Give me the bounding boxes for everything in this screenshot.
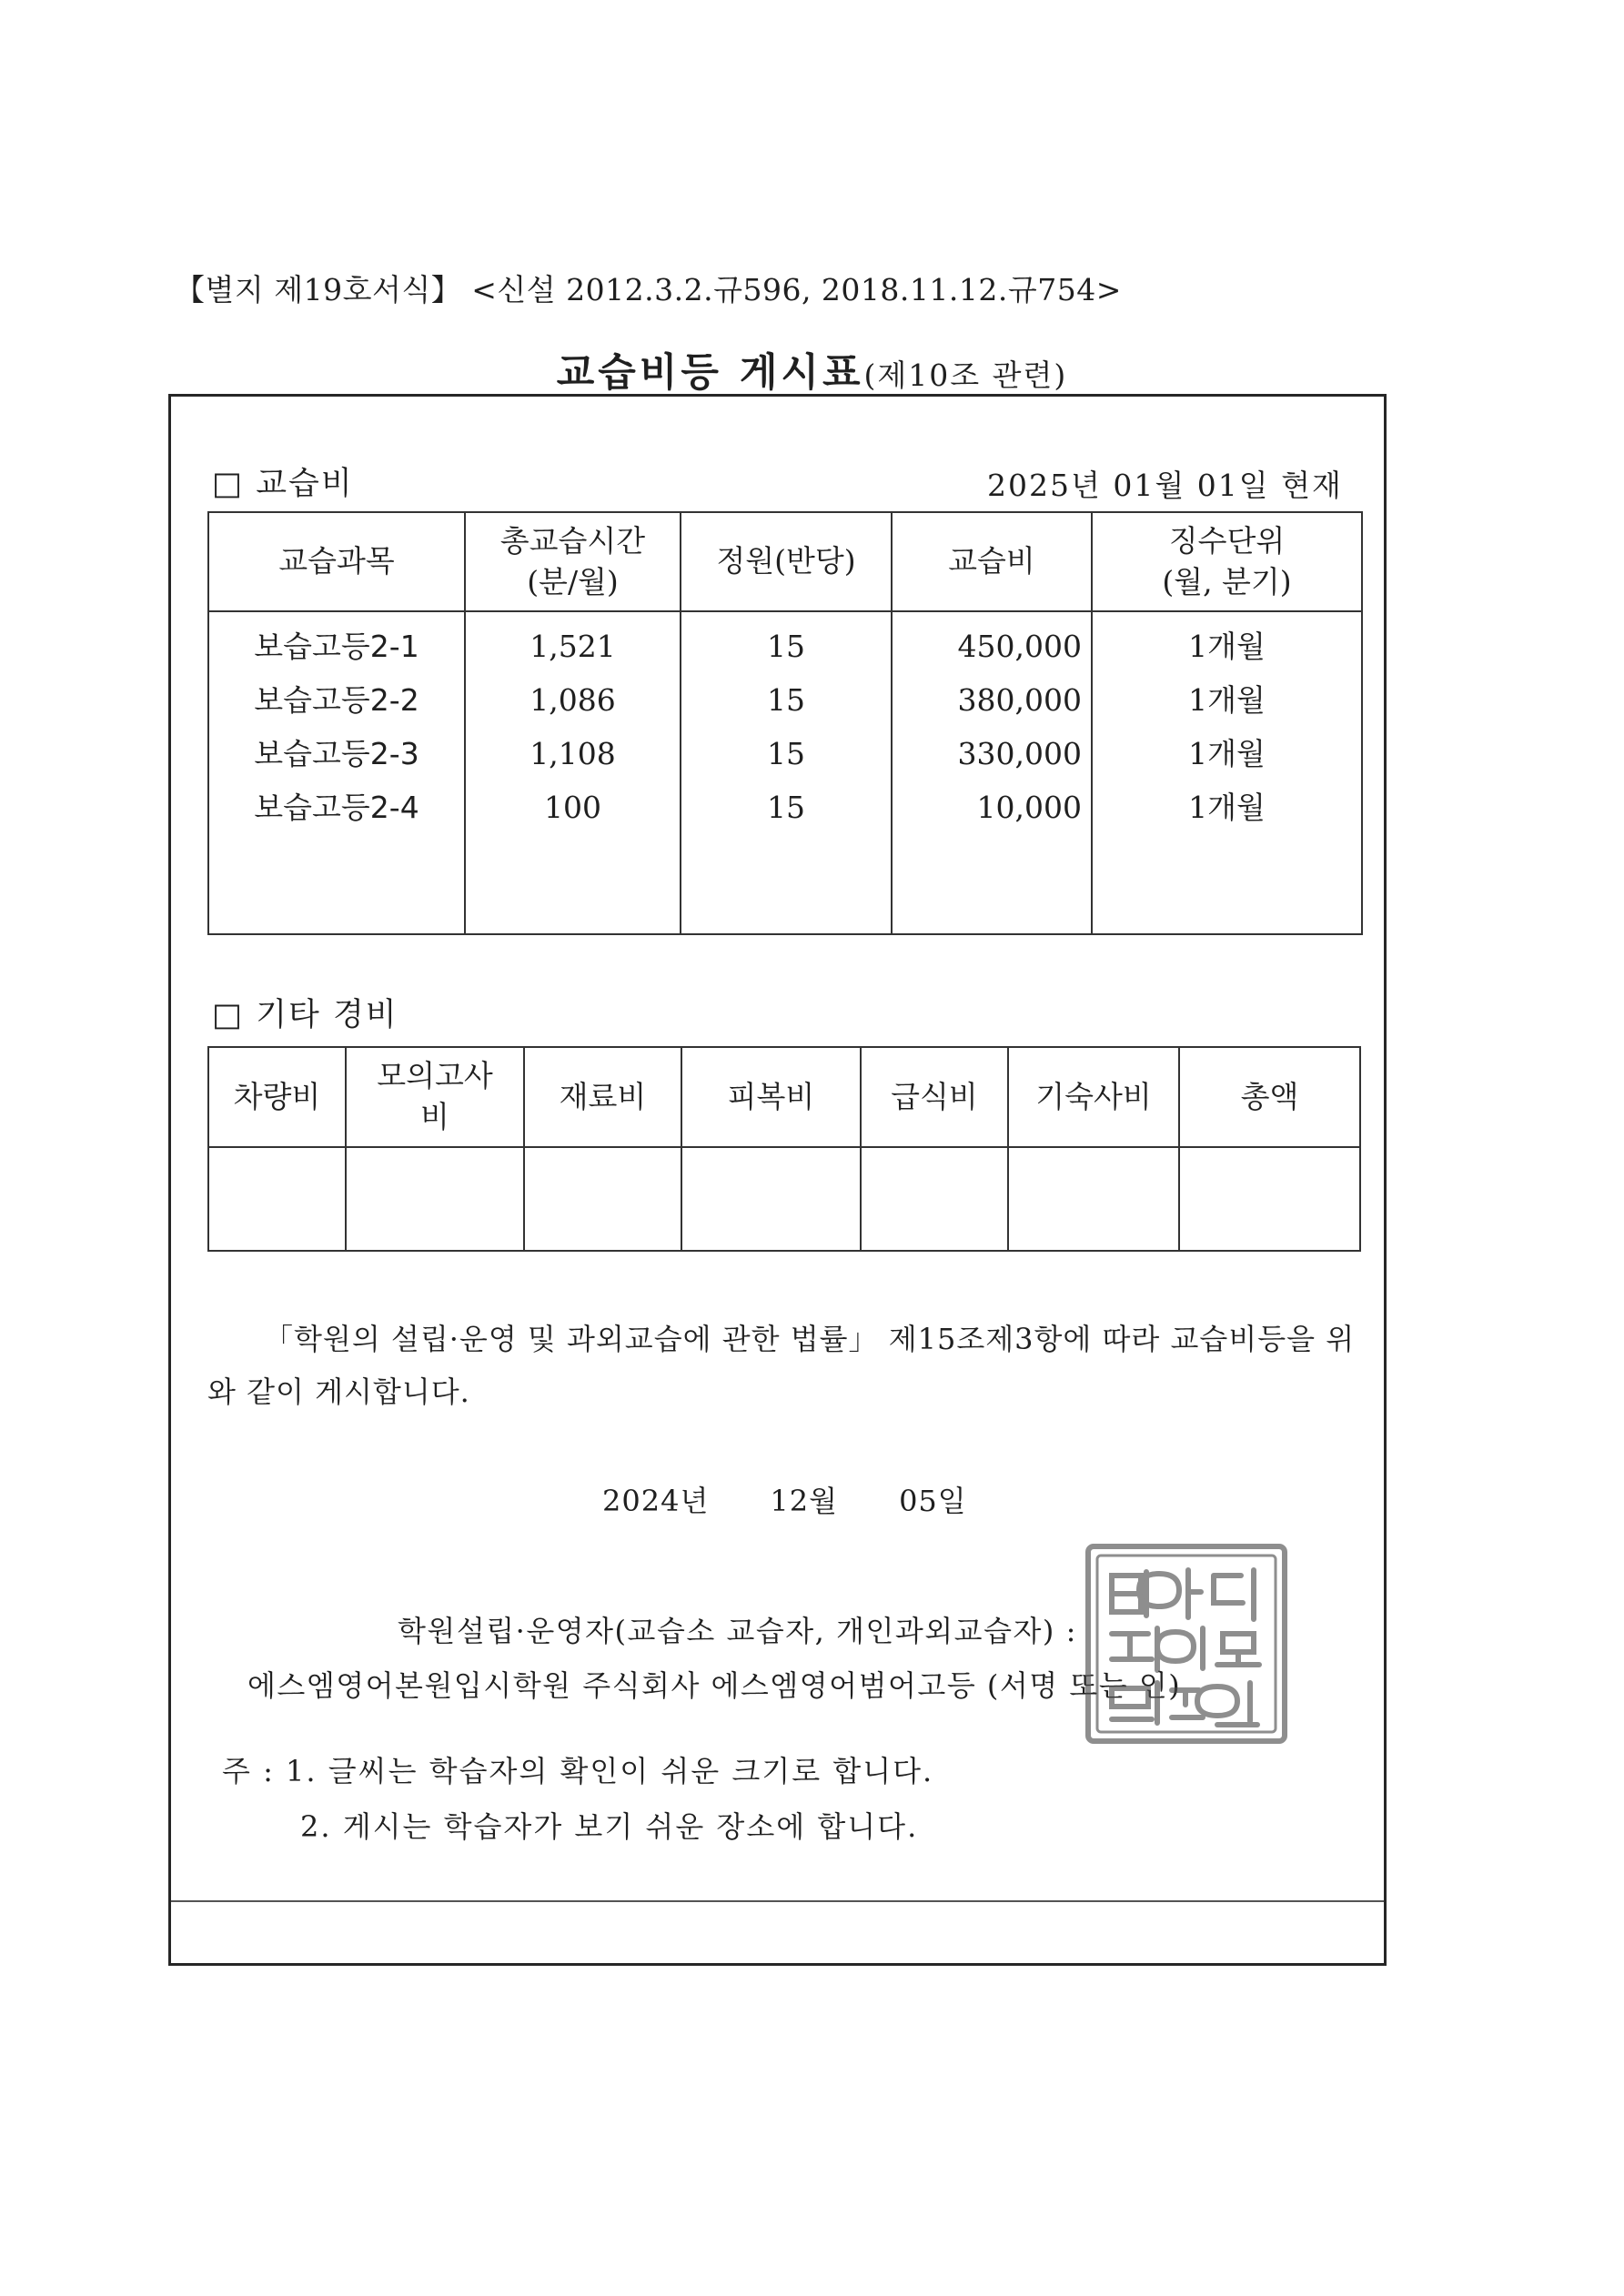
note-2: [300, 1804, 918, 1846]
header-materials: 재료비: [524, 1047, 681, 1147]
total-cell: [1179, 1147, 1360, 1251]
other-expenses-header-row: [208, 1047, 1360, 1147]
hours-cell: 1,521: [530, 629, 616, 664]
notes-prefix: 주 :: [222, 1754, 275, 1788]
hours-cell: 1,086: [530, 682, 616, 718]
header-hours: 총교습시간 (분/월): [465, 512, 681, 611]
date-month: 12월: [770, 1484, 839, 1518]
capacity-cell: 15: [767, 682, 805, 718]
header-mock-exam: 모의고사 비: [346, 1047, 524, 1147]
title-main: 교습비등 게시표: [556, 350, 864, 396]
date-year: 2024년: [602, 1484, 710, 1518]
header-vehicle: 차량비: [208, 1047, 346, 1147]
fee-column: [892, 611, 1092, 934]
note-1: [222, 1748, 933, 1790]
frame-bottom-rule: [171, 1900, 1384, 1902]
capacity-cell: 15: [767, 790, 805, 825]
fee-cell: 450,000: [957, 629, 1082, 664]
header-uniform: 피복비: [681, 1047, 861, 1147]
unit-cell: 1개월: [1188, 790, 1266, 825]
header-subject: 교습과목: [208, 512, 465, 611]
header-total: 총액: [1179, 1047, 1360, 1147]
materials-cell: [524, 1147, 681, 1251]
uniform-cell: [681, 1147, 861, 1251]
unit-cell: 1개월: [1188, 629, 1266, 664]
note-1-text: 1. 글씨는 학습자의 확인이 쉬운 크기로 합니다.: [286, 1754, 934, 1788]
hours-cell: 100: [544, 790, 601, 825]
other-expenses-section-label: □ 기타 경비: [212, 997, 398, 1033]
hours-column: [465, 611, 681, 934]
other-expenses-value-row: [208, 1147, 1360, 1251]
capacity-cell: 15: [767, 736, 805, 771]
title-sub: (제10조 관련): [863, 357, 1068, 393]
fee-cell: 380,000: [957, 682, 1082, 718]
date-day: 05일: [899, 1484, 967, 1518]
dormitory-cell: [1008, 1147, 1179, 1251]
subject-column: [208, 611, 465, 934]
header-dormitory: 기숙사비: [1008, 1047, 1179, 1147]
meals-cell: [861, 1147, 1008, 1251]
tuition-header-row: [208, 512, 1362, 611]
operator-role: 학원설립·운영자(교습소 교습자, 개인과외교습자) :: [398, 1614, 1077, 1648]
document-title: [0, 342, 1624, 398]
header-capacity: 정원(반당): [681, 512, 892, 611]
tuition-body-row: [208, 611, 1362, 934]
capacity-column: [681, 611, 892, 934]
official-seal-stamp: [1081, 1539, 1292, 1748]
fee-cell: 10,000: [976, 790, 1082, 825]
posting-date: [602, 1478, 967, 1520]
notice-paragraph: 「학원의 설립·운영 및 과외교습에 관한 법률」 제15조제3항에 따라 교습비등을 위와 같이 게시합니다.: [207, 1322, 1356, 1409]
subject-cell: 보습고등2-3: [254, 736, 419, 771]
unit-cell: 1개월: [1188, 736, 1266, 771]
header-unit: 징수단위 (월, 분기): [1092, 512, 1362, 611]
fee-cell: 330,000: [957, 736, 1082, 771]
header-fee: 교습비: [892, 512, 1092, 611]
header-meals: 급식비: [861, 1047, 1008, 1147]
mock-exam-cell: [346, 1147, 524, 1251]
tuition-section-label: □ 교습비: [212, 466, 354, 502]
subject-cell: 보습고등2-1: [254, 629, 419, 664]
operator-name: 에스엠영어본원입시학원 주식회사 에스엠영어범어고등 (서명 또는 인): [247, 1668, 1182, 1703]
capacity-cell: 15: [767, 629, 805, 664]
vehicle-cell: [208, 1147, 346, 1251]
hours-cell: 1,108: [530, 736, 616, 771]
other-expenses-table: [207, 1046, 1361, 1252]
unit-cell: 1개월: [1188, 682, 1266, 718]
subject-cell: 보습고등2-2: [254, 682, 419, 718]
tuition-table: [207, 511, 1363, 935]
form-reference: 【별지 제19호서식】 <신설 2012.3.2.규596, 2018.11.12.규754>: [175, 272, 1122, 307]
unit-column: [1092, 611, 1362, 934]
as-of-date: 2025년 01월 01일 현재: [987, 468, 1343, 503]
subject-cell: 보습고등2-4: [254, 790, 419, 825]
note-2-text: 2. 게시는 학습자가 보기 쉬운 장소에 합니다.: [300, 1809, 919, 1844]
